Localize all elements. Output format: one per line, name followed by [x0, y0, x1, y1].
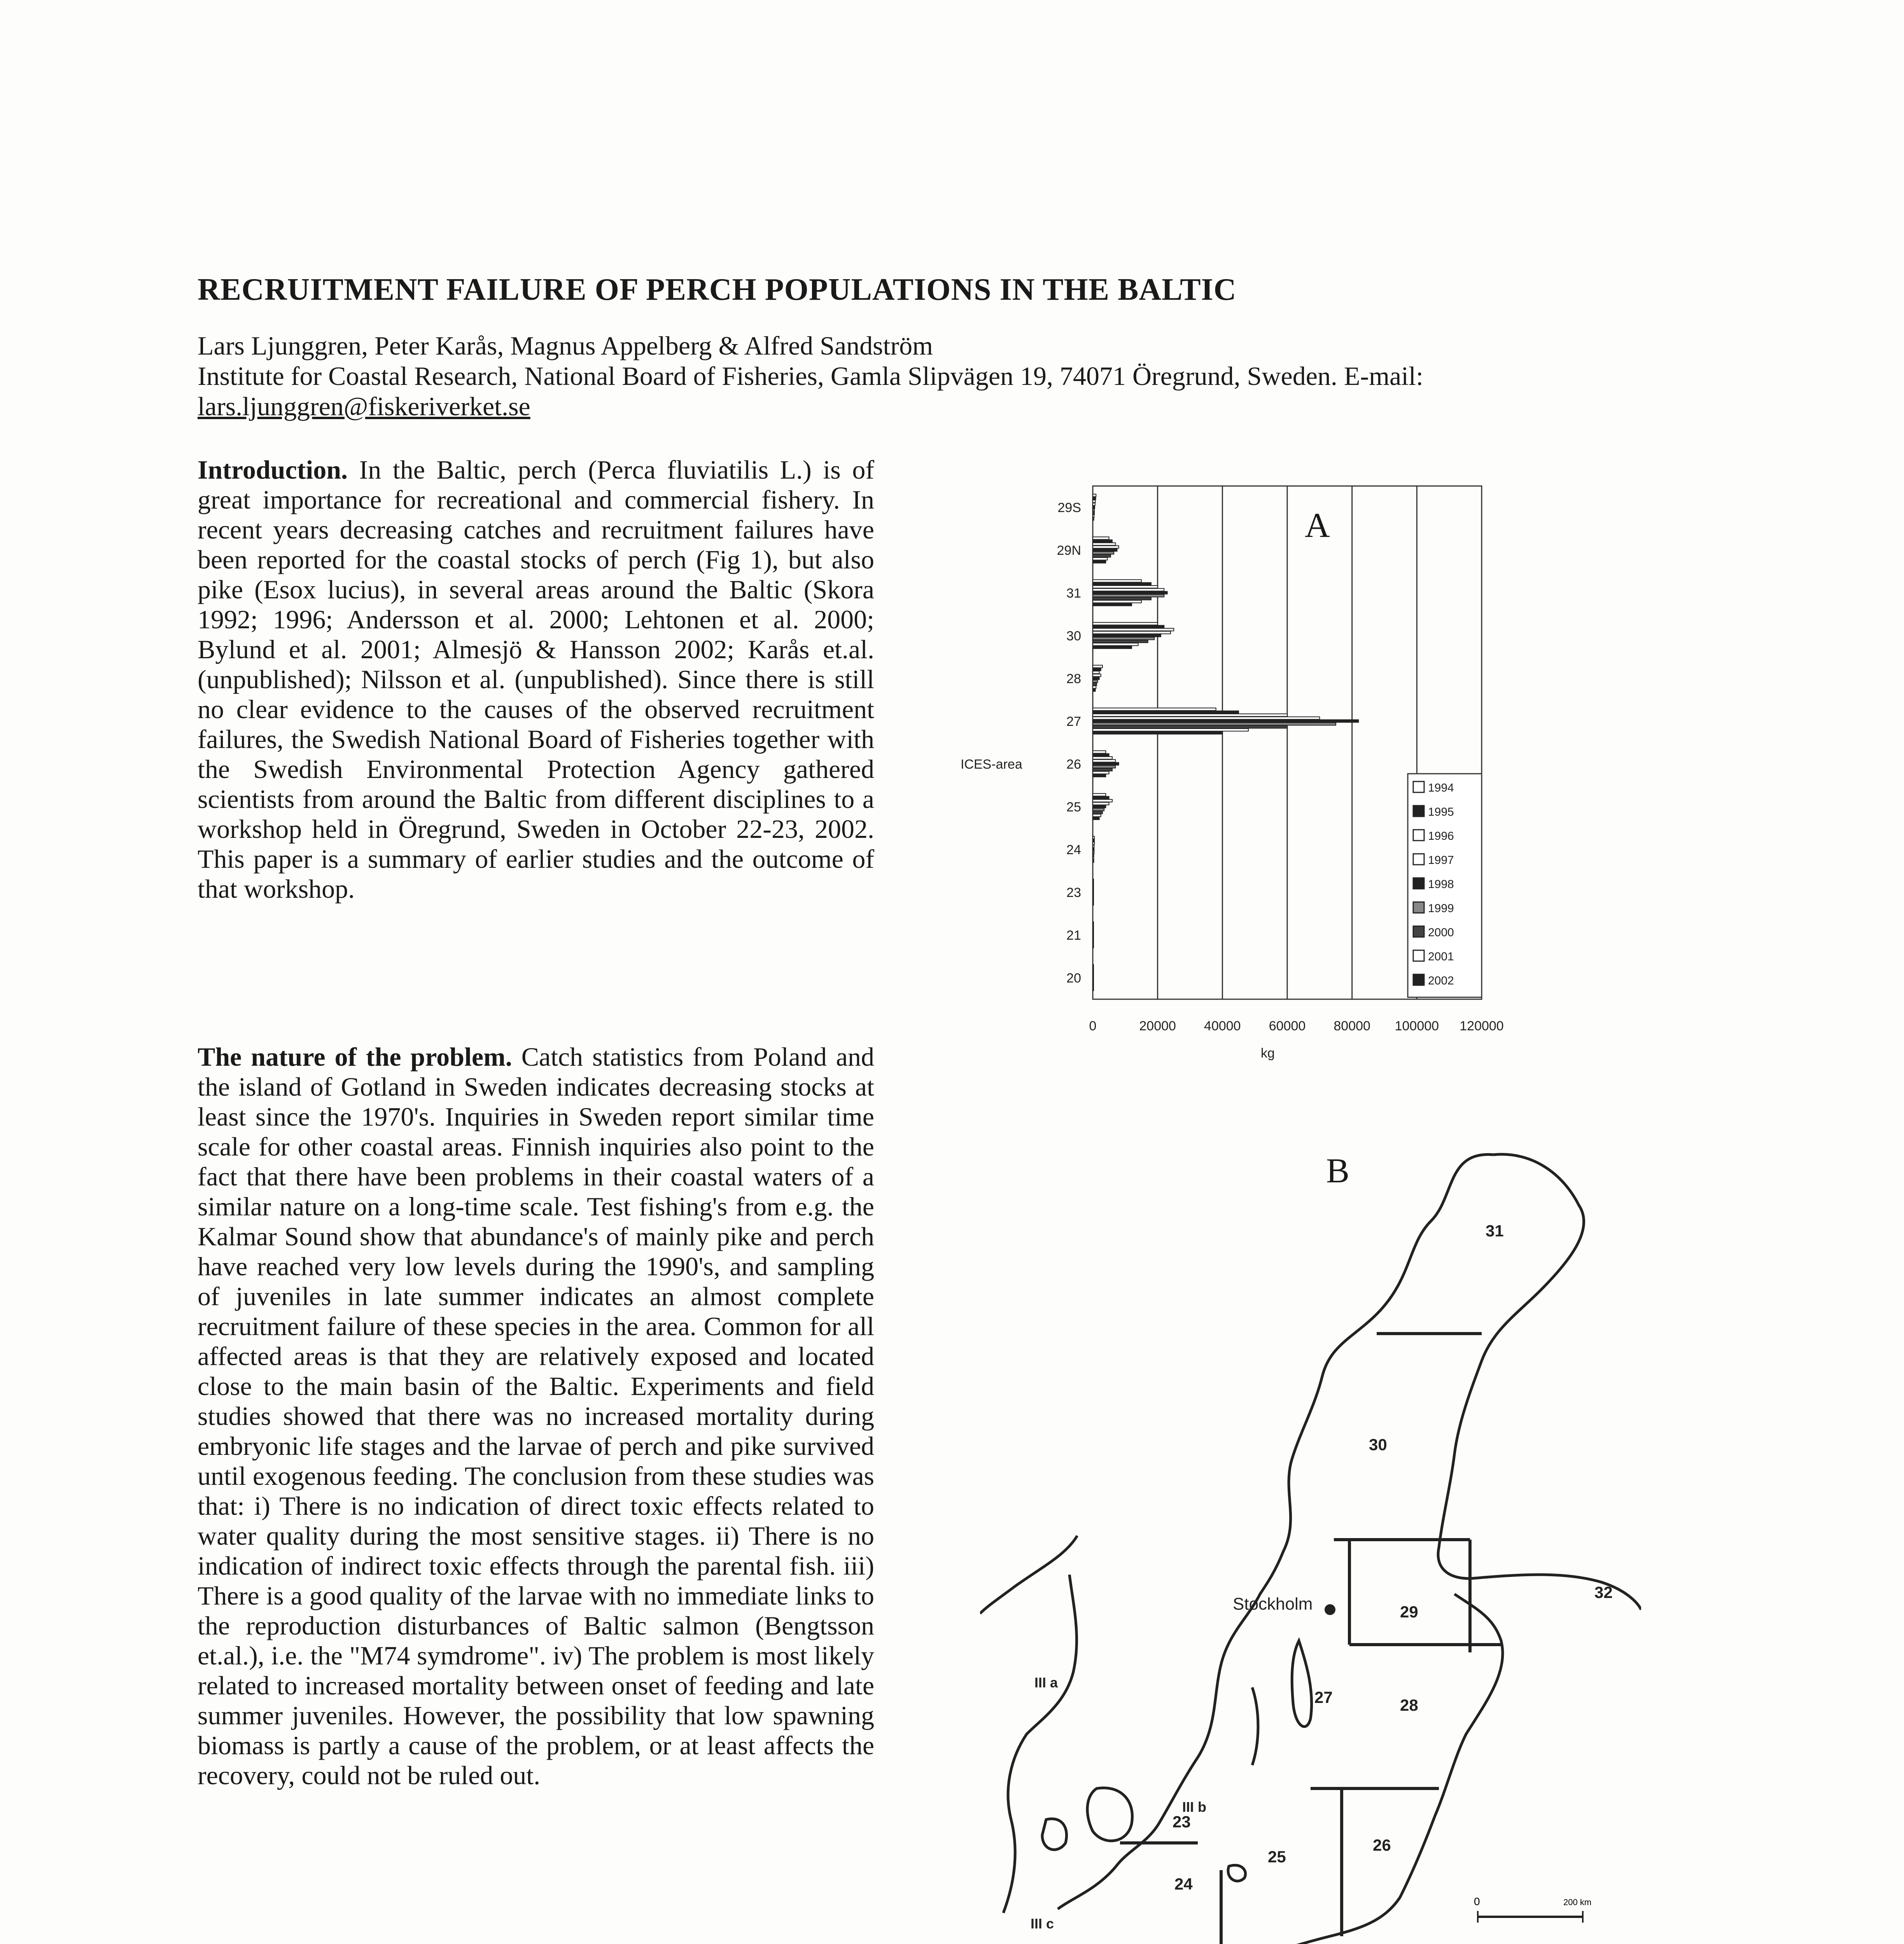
bar-24-1996 — [1093, 842, 1094, 845]
bar-29S-1997 — [1093, 503, 1095, 506]
x-tick-label: 80000 — [1334, 1019, 1370, 1033]
bar-31-1999 — [1093, 594, 1164, 597]
legend-swatch — [1413, 781, 1424, 792]
bar-25-1994 — [1093, 794, 1106, 796]
bar-21-2000 — [1093, 939, 1094, 942]
x-tick-label: 100000 — [1395, 1019, 1439, 1033]
bar-27-1994 — [1093, 708, 1216, 711]
bar-21-1995 — [1093, 925, 1094, 927]
bar-30-1996 — [1093, 628, 1174, 631]
bar-23-1995 — [1093, 882, 1094, 885]
map-label-25: 25 — [1268, 1848, 1286, 1866]
bar-25-1998 — [1093, 805, 1106, 808]
bar-27-2002 — [1093, 732, 1222, 734]
bar-25-2000 — [1093, 811, 1102, 814]
denmark-coast — [1003, 1575, 1077, 1913]
bar-21-2002 — [1093, 946, 1094, 948]
bar-31-1994 — [1093, 580, 1141, 582]
y-tick-label: 24 — [1066, 843, 1081, 857]
bar-30-2000 — [1093, 640, 1148, 643]
bar-29S-1995 — [1093, 497, 1096, 500]
map-label-31: 31 — [1486, 1222, 1504, 1240]
svg-text:0: 0 — [1474, 1895, 1480, 1907]
bar-31-2000 — [1093, 597, 1151, 600]
bar-24-2001 — [1093, 857, 1094, 860]
bar-29S-1996 — [1093, 500, 1096, 503]
bar-24-1997 — [1093, 845, 1094, 848]
x-tick-label: 120000 — [1460, 1019, 1504, 1033]
bar-24-2002 — [1093, 860, 1094, 863]
bar-20-1997 — [1093, 974, 1094, 976]
bar-29N-2000 — [1093, 554, 1111, 557]
bar-30-2002 — [1093, 646, 1132, 649]
bar-20-1995 — [1093, 967, 1094, 970]
bar-20-1999 — [1093, 979, 1094, 982]
x-tick-label: 60000 — [1269, 1019, 1306, 1033]
bar-21-2001 — [1093, 942, 1094, 945]
legend-entry: 1998 — [1428, 878, 1454, 891]
stockholm-marker — [1325, 1604, 1335, 1615]
map-label-23: 23 — [1172, 1813, 1191, 1831]
legend-swatch — [1413, 974, 1424, 985]
intro-text: In the Baltic, perch (Perca fluviatilis L.) is of great importance for recreational and commercial fishery. In recent years decreasing catches and recruitment failures have been reported for the coastal stocks of perch (Fig 1), but also pike (Esox lucius), in several areas around the Baltic (Skora 1992; 1996; Andersson et al. 2000; Lehtonen et al. 2000; Bylund et al. 2001; Almesjö & Hansson 2002; Karås et.al. (unpublished); Nilsson et al. (unpublished). Since there is still no clear evidence to the causes of the observed recruitment failures, the Swedish National Board of Fisheries together with the Swedish Environmental Protection Agency gathered scientists from around the Baltic from different disciplines to a workshop held in Öregrund, Sweden in October 22-23, 2002. This paper is a summary of earlier studies and the outcome of that workshop. — [198, 455, 874, 904]
bar-26-2002 — [1093, 774, 1106, 777]
bar-24-1994 — [1093, 836, 1094, 839]
bar-24-1998 — [1093, 848, 1094, 851]
baltic-states-coast — [1252, 1594, 1503, 1944]
legend-entry: 1997 — [1428, 854, 1454, 867]
bar-28-1998 — [1093, 677, 1099, 680]
bar-26-2000 — [1093, 768, 1112, 771]
legend-swatch — [1413, 878, 1424, 889]
bar-30-1995 — [1093, 625, 1164, 628]
y-tick-label: 31 — [1066, 586, 1081, 601]
map-label-28: 28 — [1400, 1696, 1418, 1714]
bar-26-1997 — [1093, 760, 1115, 762]
bar-30-1997 — [1093, 631, 1171, 634]
bar-25-1995 — [1093, 796, 1109, 799]
legend-swatch — [1413, 854, 1424, 865]
bar-27-2000 — [1093, 726, 1287, 728]
bar-23-2001 — [1093, 900, 1094, 902]
bar-30-1999 — [1093, 637, 1154, 640]
bar-30-1994 — [1093, 622, 1158, 625]
bar-21-1994 — [1093, 922, 1094, 925]
bar-23-1996 — [1093, 885, 1094, 888]
bar-20-1998 — [1093, 976, 1094, 979]
bar-25-1996 — [1093, 799, 1112, 802]
bar-28-2002 — [1093, 689, 1096, 692]
bar-29S-2001 — [1093, 515, 1094, 517]
bar-28-1999 — [1093, 680, 1098, 683]
bar-29S-2000 — [1093, 512, 1094, 514]
map-scale-bar — [1474, 1895, 1591, 1923]
bar-31-1997 — [1093, 589, 1164, 591]
bar-27-1995 — [1093, 711, 1239, 713]
panel-label-a: A — [1305, 506, 1330, 545]
nature-section — [198, 1042, 874, 1790]
bar-28-1996 — [1093, 671, 1099, 674]
bar-20-2000 — [1093, 982, 1094, 985]
y-axis-label: ICES-area — [961, 757, 1022, 772]
affiliation: Institute for Coastal Research, National Board of Fisheries, Gamla Slipvägen 19, 74071 Öregrund, Sweden. E-mail: — [198, 361, 1423, 391]
authors: Lars Ljunggren, Peter Karås, Magnus Appelberg & Alfred Sandström — [198, 331, 933, 360]
bar-20-2001 — [1093, 985, 1094, 988]
legend-entry: 1995 — [1428, 806, 1454, 818]
bar-31-1996 — [1093, 586, 1158, 588]
oland-island — [1252, 1687, 1258, 1765]
bar-26-2001 — [1093, 771, 1109, 774]
legend-swatch — [1413, 902, 1424, 913]
bar-31-1995 — [1093, 582, 1151, 585]
y-tick-label: 25 — [1066, 800, 1081, 815]
bar-23-1999 — [1093, 894, 1094, 897]
bar-31-2001 — [1093, 600, 1141, 603]
bar-29N-1996 — [1093, 543, 1115, 545]
bar-21-1998 — [1093, 934, 1094, 936]
bar-27-1999 — [1093, 723, 1336, 726]
baltic-map — [980, 1128, 1641, 1944]
bar-26-1995 — [1093, 753, 1109, 756]
bar-29S-1994 — [1093, 494, 1096, 497]
x-axis-label: kg — [1261, 1046, 1275, 1061]
nature-heading: The nature of the problem. — [198, 1042, 512, 1072]
bar-28-2001 — [1093, 686, 1096, 689]
y-tick-label: 29N — [1057, 543, 1081, 558]
bar-25-2002 — [1093, 817, 1099, 820]
map-label-27: 27 — [1314, 1688, 1333, 1706]
legend-entry: 1996 — [1428, 830, 1454, 843]
legend-entry: 1994 — [1428, 781, 1454, 794]
intro-section — [198, 455, 874, 904]
bar-23-2000 — [1093, 897, 1094, 899]
norway-coast — [980, 1536, 1077, 1614]
map-label-32: 32 — [1594, 1583, 1613, 1601]
bar-25-1999 — [1093, 808, 1104, 811]
bar-30-2001 — [1093, 643, 1138, 646]
bar-20-1996 — [1093, 970, 1094, 973]
svg-text:200 km: 200 km — [1563, 1897, 1592, 1907]
bar-20-2002 — [1093, 988, 1094, 991]
funen-island — [1042, 1819, 1067, 1850]
bar-29N-2002 — [1093, 561, 1106, 563]
bar-21-1997 — [1093, 931, 1094, 934]
bar-23-2002 — [1093, 903, 1094, 906]
bar-26-1996 — [1093, 757, 1112, 759]
bar-27-1998 — [1093, 720, 1358, 722]
bar-26-1999 — [1093, 766, 1115, 768]
legend-swatch — [1413, 830, 1424, 841]
bar-27-1997 — [1093, 717, 1320, 720]
bar-24-1999 — [1093, 851, 1094, 854]
legend-swatch — [1413, 806, 1424, 816]
intro-heading: Introduction. — [198, 455, 348, 484]
bar-26-1998 — [1093, 762, 1119, 765]
bar-28-1995 — [1093, 668, 1101, 671]
paper-title: RECRUITMENT FAILURE OF PERCH POPULATIONS IN THE BALTIC — [198, 273, 1237, 307]
bar-31-2002 — [1093, 603, 1132, 606]
map-label-stockholm: Stockholm — [1233, 1594, 1313, 1614]
bar-28-1994 — [1093, 665, 1102, 668]
y-tick-label: 20 — [1066, 971, 1081, 986]
bar-29N-1999 — [1093, 552, 1114, 554]
bar-29S-1999 — [1093, 509, 1094, 512]
bar-29N-1998 — [1093, 549, 1117, 551]
y-tick-label: 21 — [1066, 928, 1081, 943]
map-label-iiib: III b — [1182, 1799, 1206, 1815]
map-label-26: 26 — [1373, 1836, 1391, 1854]
legend-entry: 2002 — [1428, 974, 1454, 987]
bar-24-2000 — [1093, 854, 1094, 857]
bar-29S-2002 — [1093, 518, 1094, 521]
legend-entry: 1999 — [1428, 902, 1454, 915]
bar-27-2001 — [1093, 729, 1248, 731]
landings-chart — [945, 478, 1528, 1120]
map-label-iiic: III c — [1031, 1916, 1054, 1932]
author-block — [198, 330, 1753, 421]
y-tick-label: 27 — [1066, 714, 1081, 729]
bar-28-1997 — [1093, 674, 1101, 677]
map-label-24: 24 — [1174, 1875, 1193, 1893]
y-tick-label: 29S — [1057, 500, 1081, 515]
panel-label-b: B — [1326, 1152, 1350, 1190]
email-link[interactable]: lars.ljunggren@fiskeriverket.se — [198, 392, 530, 421]
gotland-island — [1292, 1641, 1311, 1727]
y-tick-label: 26 — [1066, 757, 1081, 772]
map-label-30: 30 — [1369, 1435, 1387, 1454]
x-tick-label: 20000 — [1139, 1019, 1176, 1033]
bar-25-2001 — [1093, 814, 1101, 817]
y-tick-label: 28 — [1066, 671, 1081, 686]
legend-swatch — [1413, 950, 1424, 961]
x-tick-label: 0 — [1089, 1019, 1097, 1033]
bar-26-1994 — [1093, 751, 1106, 753]
bar-30-1998 — [1093, 634, 1161, 637]
bar-23-1994 — [1093, 879, 1094, 882]
bar-27-1996 — [1093, 714, 1287, 717]
bar-29N-2001 — [1093, 558, 1108, 560]
legend-entry: 2000 — [1428, 926, 1454, 939]
y-tick-label: 23 — [1066, 885, 1081, 900]
bar-25-1997 — [1093, 802, 1109, 805]
bar-29S-1998 — [1093, 506, 1095, 509]
bar-24-1995 — [1093, 839, 1094, 842]
bar-28-2000 — [1093, 683, 1097, 685]
map-label-iiia: III a — [1034, 1675, 1058, 1691]
y-tick-label: 30 — [1066, 629, 1081, 643]
bar-29N-1994 — [1093, 537, 1109, 540]
bar-29N-1997 — [1093, 546, 1119, 549]
bar-29N-1995 — [1093, 540, 1112, 542]
legend-swatch — [1413, 926, 1424, 937]
nature-text: Catch statistics from Poland and the island of Gotland in Sweden indicates decreasing stocks at least since the 1970's. Inquiries in Sweden report similar time scale for other coastal areas. Finnish inquiries also point to the fact that there have been problems in their coastal waters of a similar nature on a long-time scale. Test fishing's from e.g. the Kalmar Sound show that abundance's of mainly pike and perch have reached very low levels during the 1990's, and sampling of juveniles in late summer indicates an almost complete recruitment failure of these species in the area. Common for all affected areas is that they are relatively exposed and located close to the main basin of the Baltic. Experiments and field studies showed that there was no increased mortality during embryonic life stages and the larvae of perch and pike survived until exogenous feeding. The conclusion from these studies was that: i) There is no indication of direct toxic effects related to water quality during the most sensitive stages. ii) There is no indication of indirect toxic effects through the parental fish. iii) There is a good quality of the larvae with no immediate links to the reproduction disturbances of Baltic salmon (Bengtsson et.al.), i.e. the "M74 symdrome". iv) The problem is most likely related to increased mortality between onset of feeding and late summer juveniles. However, the possibility that low spawning biomass is partly a cause of the problem, or at least affects the recovery, could not be ruled out. — [198, 1042, 874, 1790]
bar-23-1997 — [1093, 888, 1094, 891]
bornholm-island — [1228, 1865, 1246, 1881]
zealand-island — [1087, 1788, 1132, 1841]
bar-23-1998 — [1093, 891, 1094, 893]
bar-20-1994 — [1093, 965, 1094, 967]
bar-21-1999 — [1093, 937, 1094, 939]
bar-31-1998 — [1093, 591, 1167, 594]
map-label-29: 29 — [1400, 1603, 1418, 1621]
x-tick-label: 40000 — [1204, 1019, 1241, 1033]
bar-21-1996 — [1093, 928, 1094, 930]
legend-entry: 2001 — [1428, 950, 1454, 963]
